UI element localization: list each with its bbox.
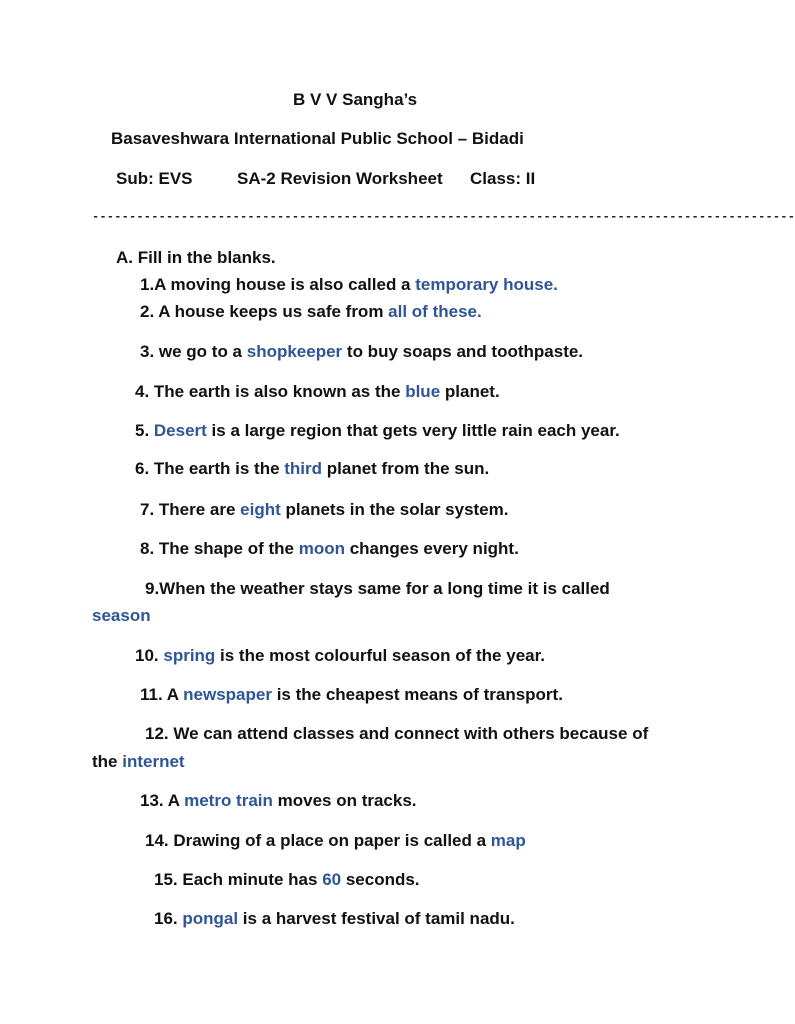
list-item: 9.When the weather stays same for a long time it is called (145, 579, 610, 598)
header-school: Basaveshwara International Public School – Bidadi (111, 129, 524, 148)
answer: season (92, 606, 151, 625)
list-item: 5. Desert is a large region that gets very little rain each year. (135, 421, 620, 440)
answer: spring (163, 646, 216, 665)
answer: all of these. (388, 302, 482, 321)
section-title: A. Fill in the blanks. (116, 248, 276, 267)
header-org: B V V Sangha’s (293, 90, 418, 109)
list-item (92, 605, 151, 627)
answer: internet (122, 752, 185, 771)
answer: 60 (322, 870, 342, 889)
answer: map (490, 831, 526, 850)
list-item: 4. The earth is also known as the blue planet. (135, 382, 500, 401)
answer: temporary house. (415, 275, 558, 294)
header-worksheet: SA-2 Revision Worksheet (237, 169, 443, 188)
answer: eight (240, 500, 281, 519)
list-item: 2. A house keeps us safe from all of these. (140, 302, 482, 321)
list-item: 6. The earth is the third planet from the sun. (135, 459, 490, 478)
header-class: Class: II (470, 169, 536, 188)
answer: Desert (153, 421, 207, 440)
list-item: 16. pongal is a harvest festival of tamil nadu. (154, 909, 515, 928)
answer: third (284, 459, 323, 478)
answer: metro train (184, 791, 273, 810)
list-item: 11. A newspaper is the cheapest means of transport. (140, 685, 563, 704)
list-item: 14. Drawing of a place on paper is called a map (145, 831, 526, 850)
list-item: 12. We can attend classes and connect with others because of (145, 724, 649, 743)
list-item: 1.A moving house is also called a temporary house. (140, 275, 558, 294)
list-item: 10. spring is the most colourful season of the year. (135, 646, 546, 665)
list-item: 3. we go to a shopkeeper to buy soaps and toothpaste. (140, 342, 584, 361)
list-item: 13. A metro train moves on tracks. (140, 791, 417, 810)
list-item: 8. The shape of the moon changes every night. (140, 539, 519, 558)
answer: blue (405, 382, 441, 401)
answer: moon (298, 539, 345, 558)
header-subject: Sub: EVS (116, 169, 193, 188)
list-item: 15. Each minute has 60 seconds. (154, 870, 420, 889)
answer: newspaper (183, 685, 272, 704)
header-separator: ----------------------------------------------------------------------------------------------- (92, 210, 795, 224)
answer: shopkeeper (246, 342, 343, 361)
answer: pongal (182, 909, 239, 928)
list-item: 7. There are eight planets in the solar system. (140, 500, 509, 519)
list-item: the internet (92, 752, 185, 771)
